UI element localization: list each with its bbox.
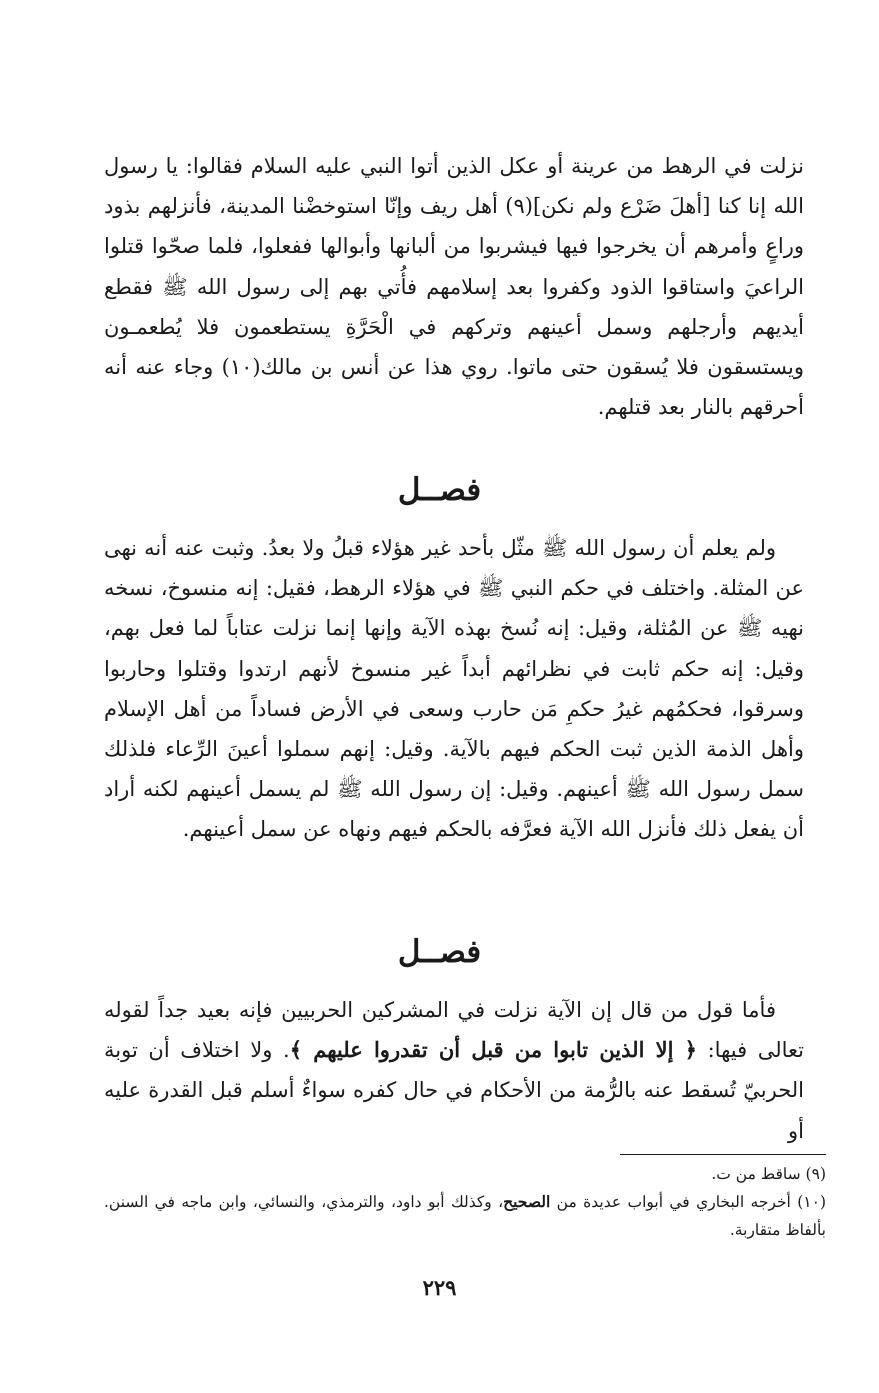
paragraph: ولم يعلم أن رسول الله ﷺ مثّل بأحد غير هؤلاء قبلُ ولا بعدُ. وثبت عنه أنه نهى عن المثلة. واختلف في حكم النبي ﷺ في هؤلاء الرهط، فقيل: إنه منسوخ، نسخه نهيه ﷺ عن المُثلة، وقيل: إنه نُسخ بهذه الآية وإنها إنما نزلت عتاباً لما فعل بهم، وقيل: إنه حكم ثابت في نظرائهم أبداً غير منسوخ لأنهم ارتدوا وقتلوا وحاربوا وسرقوا، فحكمُهم غيرُ حكمِ مَن حارب وسعى في الأرض فساداً من أهل الإسلام وأهل الذمة الذين ثبت الحكم فيهم بالآية. وقيل: إنهم سملوا أعينَ الرِّعاء فلذلك سمل رسول الله ﷺ أعينهم. وقيل: إن رسول الله ﷺ لم يسمل أعينهم لكنه أراد أن يفعل ذلك فأنزل الله الآية فعرَّفه بالحكم فيهم ونهاه عن سمل أعينهم. <box>104 536 804 842</box>
section-heading: فصــل <box>397 472 482 508</box>
footnote-10 <box>104 1188 826 1244</box>
footnote-9: (٩) ساقط من ت. <box>711 1165 826 1183</box>
footnote-text: (١٠) أخرجه البخاري في أبواب عديدة من <box>550 1193 826 1211</box>
body-text-middle <box>104 528 804 850</box>
quran-quote: ﴿ إلا الذين تابوا من قبل أن تقدروا عليهم ﴾ <box>289 1037 697 1063</box>
body-text-top <box>104 146 804 427</box>
body-text-bottom <box>104 990 804 1151</box>
paragraph-text: فأما قول من قال إن الآية نزلت في المشركين الحربيين فإنه بعيد جداً لقوله تعالى فيها: <box>104 998 805 1063</box>
paragraph-text: . ولا اختلاف أن توبة الحربيّ تُسقط عنه بالرُّمة من الأحكام في حال كفره سواءٌ أسلم قبل القدرة عليه أو <box>104 1038 804 1143</box>
book-title: الصحيح <box>503 1192 551 1211</box>
footnotes <box>104 1160 826 1244</box>
footnote-divider <box>620 1154 826 1155</box>
footnote-text: ، وكذلك أبو داود، والترمذي، والنسائي، وابن ماجه في السنن. بألفاظ متقاربة. <box>104 1193 826 1239</box>
paragraph: نزلت في الرهط من عرينة أو عكل الذين أتوا النبي عليه السلام فقالوا: يا رسول الله إنا كنا [أهلَ ضَرْع ولم نكن](٩) أهل ريف وإنّا استوخضْنا المدينة، فأنزلهم بذود وراعٍ وأمرهم أن يخرجوا فيها فيشربوا من ألبانها وأبوالها ففعلوا، فلما صحّوا قتلوا الراعيَ واستاقوا الذود وكفروا بعد إسلامهم فأُتي بهم إلى رسول الله ﷺ فقطع أيديهم وأرجلهم وسمل أعينهم وتركهم في الْحَرَّةِ يستطعمون فلا يُطعمـون ويستسقون فلا يُسقون حتى ماتوا. روي هذا عن أنس بن مالك(١٠) وجاء عنه أنه أحرقهم بالنار بعد قتلهم. <box>104 154 805 420</box>
section-heading: فصــل <box>397 934 482 970</box>
paragraph <box>104 990 804 1151</box>
page-number: ٢٢٩ <box>422 1275 457 1300</box>
